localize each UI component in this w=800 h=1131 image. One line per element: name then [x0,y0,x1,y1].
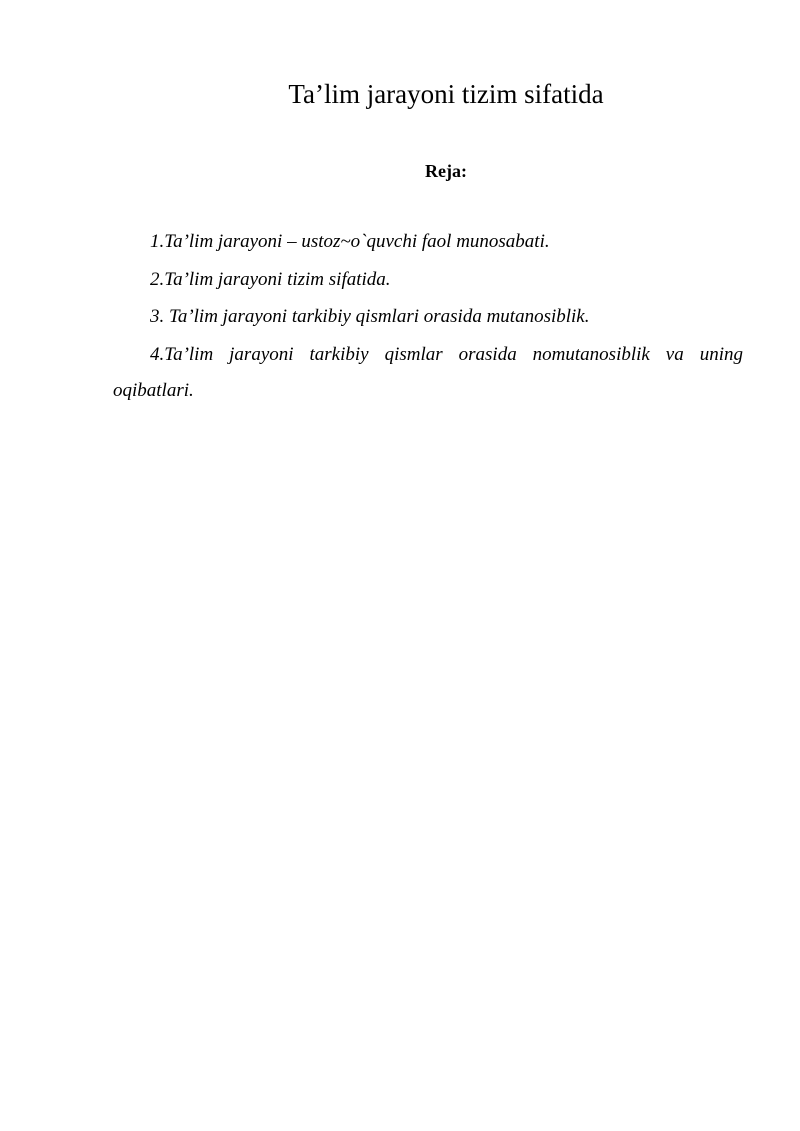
plan-item-2: 2.Ta’lim jarayoni tizim sifatida. [150,268,391,290]
plan-item-3: 3. Ta’lim jarayoni tarkibiy qismlari orasida mutanosiblik. [150,306,590,327]
plan-item-4: 4.Ta’lim jarayoni tarkibiy qismlar orasida nomutanosiblik va uning oqibatlari. [113,343,743,401]
plan-item-1: 1.Ta’lim jarayoni – ustoz~o`quvchi faol munosabati. [150,231,550,252]
plan-heading: Reja: [425,161,467,181]
plan-list [113,224,743,410]
document-title: Ta’lim jarayoni tizim sifatida [288,79,604,109]
